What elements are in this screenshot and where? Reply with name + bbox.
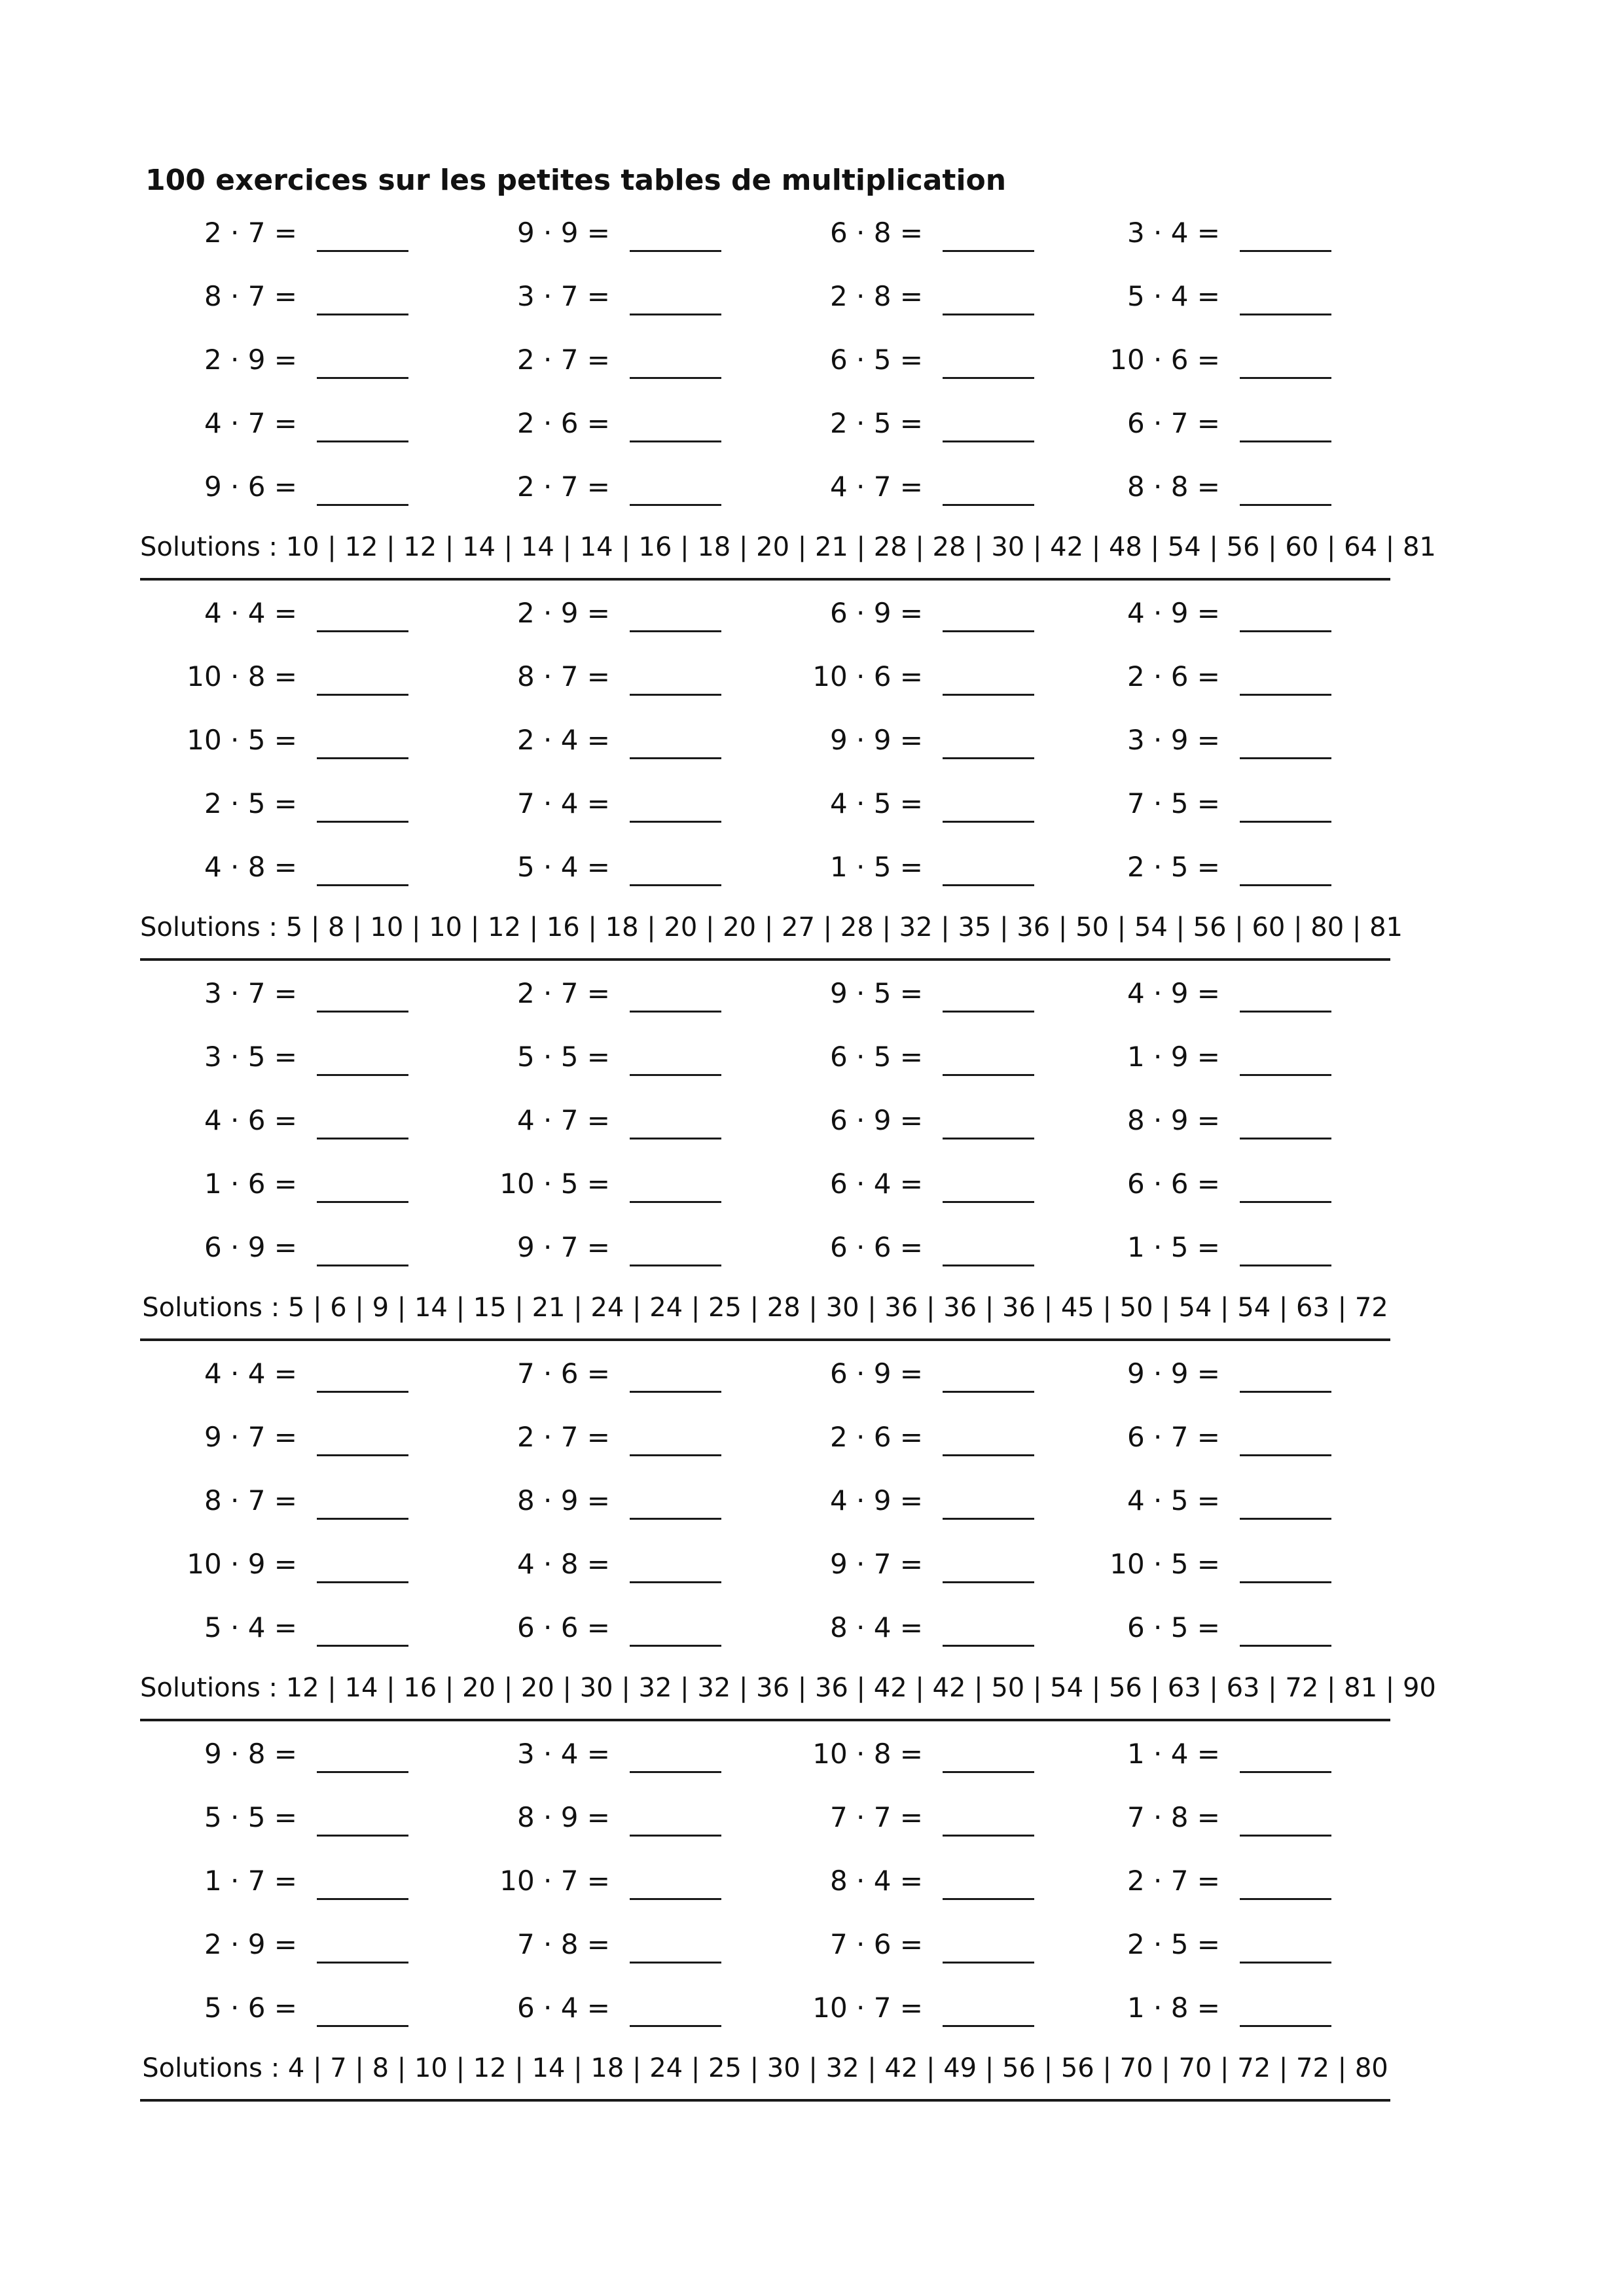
exercise-expression: 2 · 7 = [516,1421,610,1453]
exercise-expression: 7 · 6 = [516,1357,610,1390]
exercise-expression: 5 · 5 = [516,1041,610,1073]
answer-blank[interactable] [317,1518,408,1520]
answer-blank[interactable] [630,1962,721,1964]
exercise-expression: 7 · 8 = [516,1928,610,1960]
answer-blank[interactable] [1240,314,1331,315]
answer-blank[interactable] [317,250,408,252]
exercise-expression: 2 · 5 = [204,787,297,819]
exercise-expression: 6 · 6 = [516,1611,610,1643]
exercise-expression: 7 · 6 = [829,1928,923,1960]
exercise-expression: 4 · 9 = [1127,977,1220,1009]
exercise-row [140,1534,1390,1597]
block-divider [140,958,1390,961]
answer-blank[interactable] [943,504,1034,506]
exercise-row [140,266,1390,329]
answer-blank[interactable] [1240,1074,1331,1076]
solutions-line: Solutions : 10 | 12 | 12 | 14 | 14 | 14 | 16 | 18 | 20 | 21 | 28 | 28 | 30 | 42 | 48 | 54 | 56 | 60 | 64 | 81 [140,532,1436,562]
answer-blank[interactable] [943,1138,1034,1139]
answer-blank[interactable] [630,694,721,696]
answer-blank[interactable] [1240,1391,1331,1393]
answer-blank[interactable] [1240,630,1331,632]
exercise-row [140,1344,1390,1407]
exercise-row [140,1090,1390,1153]
exercise-expression: 6 · 7 = [1127,1421,1220,1453]
exercise-expression: 4 · 4 = [204,1357,297,1390]
exercise-expression: 3 · 4 = [516,1738,610,1770]
exercise-expression: 7 · 5 = [1127,787,1220,819]
answer-blank[interactable] [317,1835,408,1837]
answer-blank[interactable] [317,1011,408,1013]
answer-blank[interactable] [317,1454,408,1456]
exercise-row [140,1724,1390,1787]
exercise-expression: 9 · 7 = [204,1421,297,1453]
exercise-expression: 3 · 7 = [516,280,610,312]
answer-blank[interactable] [943,1201,1034,1203]
exercise-expression: 8 · 7 = [204,1484,297,1516]
answer-blank[interactable] [317,1201,408,1203]
answer-blank[interactable] [943,314,1034,315]
exercise-expression: 10 · 8 = [812,1738,923,1770]
exercise-expression: 6 · 9 = [829,597,923,629]
exercise-expression: 9 · 9 = [1127,1357,1220,1390]
answer-blank[interactable] [317,377,408,379]
answer-blank[interactable] [1240,884,1331,886]
exercise-block-4 [140,1344,1436,1723]
answer-blank[interactable] [943,1391,1034,1393]
exercise-block-5 [140,1724,1390,2104]
answer-blank[interactable] [317,1391,408,1393]
exercise-expression: 1 · 4 = [1127,1738,1220,1770]
answer-blank[interactable] [1240,1645,1331,1647]
answer-blank[interactable] [630,630,721,632]
solutions-line: Solutions : 5 | 6 | 9 | 14 | 15 | 21 | 24 | 24 | 25 | 28 | 30 | 36 | 36 | 36 | 45 | 50 | 54 | 54 | 63 | 72 [142,1293,1388,1323]
exercise-row [140,647,1390,709]
exercise-expression: 8 · 9 = [516,1484,610,1516]
exercise-expression: 2 · 7 = [516,471,610,503]
exercise-expression: 10 · 7 = [812,1992,923,2024]
exercise-row [140,1978,1390,2041]
exercise-expression: 2 · 6 = [1127,660,1220,692]
answer-blank[interactable] [317,1265,408,1266]
answer-blank[interactable] [630,1898,721,1900]
exercise-block-3 [140,963,1390,1343]
exercise-row [140,583,1390,646]
solutions-line: Solutions : 5 | 8 | 10 | 10 | 12 | 16 | 18 | 20 | 20 | 27 | 28 | 32 | 35 | 36 | 50 | 54 | 56 | 60 | 80 | 81 [140,912,1403,942]
exercise-expression: 9 · 7 = [829,1548,923,1580]
exercise-expression: 4 · 8 = [516,1548,610,1580]
exercise-expression: 8 · 9 = [1127,1104,1220,1136]
answer-blank[interactable] [317,1898,408,1900]
exercise-grid [140,963,1390,1284]
exercise-expression: 9 · 8 = [204,1738,297,1770]
exercise-expression: 6 · 7 = [1127,407,1220,439]
answer-blank[interactable] [630,1835,721,1837]
exercise-expression: 3 · 7 = [204,977,297,1009]
exercise-expression: 10 · 7 = [499,1865,610,1897]
exercise-expression: 7 · 7 = [829,1801,923,1833]
exercise-expression: 2 · 8 = [829,280,923,312]
exercise-row [140,774,1390,836]
answer-blank[interactable] [1240,440,1331,442]
answer-blank[interactable] [630,504,721,506]
exercise-expression: 10 · 5 = [187,724,297,756]
answer-blank[interactable] [630,1201,721,1203]
exercise-expression: 2 · 7 = [516,344,610,376]
answer-blank[interactable] [630,1771,721,1773]
exercise-grid [140,203,1390,524]
answer-blank[interactable] [1240,1581,1331,1583]
answer-blank[interactable] [943,1771,1034,1773]
exercise-row [140,393,1390,456]
answer-blank[interactable] [1240,1201,1331,1203]
exercise-expression: 1 · 9 = [1127,1041,1220,1073]
exercise-expression: 4 · 9 = [1127,597,1220,629]
exercise-expression: 10 · 8 = [187,660,297,692]
answer-blank[interactable] [317,1645,408,1647]
solutions-line: Solutions : 12 | 14 | 16 | 20 | 20 | 30 | 32 | 32 | 36 | 36 | 42 | 42 | 50 | 54 | 56 | 63 | 63 | 72 | 81 | 90 [140,1673,1436,1703]
answer-blank[interactable] [317,440,408,442]
answer-blank[interactable] [630,1645,721,1647]
exercise-expression: 4 · 5 = [1127,1484,1220,1516]
answer-blank[interactable] [630,1011,721,1013]
exercise-expression: 8 · 9 = [516,1801,610,1833]
answer-blank[interactable] [317,757,408,759]
answer-blank[interactable] [1240,250,1331,252]
exercise-expression: 9 · 9 = [516,217,610,249]
exercise-block-1 [140,203,1436,583]
answer-blank[interactable] [943,1835,1034,1837]
block-divider [140,1338,1390,1341]
answer-blank[interactable] [317,1138,408,1139]
exercise-row [140,203,1390,266]
exercise-row [140,1914,1390,1977]
exercise-row [140,1027,1390,1090]
page-title: 100 exercices sur les petites tables de multiplication [145,164,1007,197]
answer-blank[interactable] [1240,2025,1331,2027]
exercise-expression: 6 · 4 = [516,1992,610,2024]
answer-blank[interactable] [317,1962,408,1964]
solutions-line: Solutions : 4 | 7 | 8 | 10 | 12 | 14 | 18 | 24 | 25 | 30 | 32 | 42 | 49 | 56 | 56 | 70 | 70 | 72 | 72 | 80 [142,2053,1388,2083]
answer-blank[interactable] [943,630,1034,632]
answer-blank[interactable] [943,377,1034,379]
exercise-expression: 1 · 5 = [1127,1231,1220,1263]
answer-blank[interactable] [943,884,1034,886]
answer-blank[interactable] [943,440,1034,442]
exercise-expression: 9 · 6 = [204,471,297,503]
exercise-expression: 1 · 8 = [1127,1992,1220,2024]
answer-blank[interactable] [317,1074,408,1076]
answer-blank[interactable] [1240,1138,1331,1139]
answer-blank[interactable] [943,1962,1034,1964]
answer-blank[interactable] [630,884,721,886]
answer-blank[interactable] [630,377,721,379]
exercise-expression: 2 · 4 = [516,724,610,756]
answer-blank[interactable] [1240,1962,1331,1964]
exercise-expression: 3 · 4 = [1127,217,1220,249]
exercise-expression: 4 · 4 = [204,597,297,629]
exercise-expression: 6 · 4 = [829,1168,923,1200]
exercise-expression: 5 · 4 = [516,851,610,883]
exercise-expression: 2 · 6 = [516,407,610,439]
exercise-expression: 10 · 6 = [1110,344,1220,376]
exercise-expression: 4 · 7 = [516,1104,610,1136]
answer-blank[interactable] [943,1265,1034,1266]
exercise-expression: 7 · 4 = [516,787,610,819]
answer-blank[interactable] [317,2025,408,2027]
exercise-expression: 3 · 5 = [204,1041,297,1073]
answer-blank[interactable] [630,1518,721,1520]
exercise-expression: 9 · 5 = [829,977,923,1009]
answer-blank[interactable] [630,757,721,759]
exercise-expression: 6 · 6 = [829,1231,923,1263]
exercise-expression: 6 · 9 = [829,1104,923,1136]
exercise-row [140,1154,1390,1217]
exercise-expression: 6 · 9 = [829,1357,923,1390]
exercise-expression: 3 · 9 = [1127,724,1220,756]
exercise-expression: 2 · 5 = [1127,851,1220,883]
exercise-grid [140,1344,1390,1664]
answer-blank[interactable] [317,1771,408,1773]
exercise-row [140,1851,1390,1914]
exercise-expression: 2 · 5 = [1127,1928,1220,1960]
answer-blank[interactable] [943,250,1034,252]
answer-blank[interactable] [317,504,408,506]
answer-blank[interactable] [317,821,408,823]
exercise-expression: 4 · 6 = [204,1104,297,1136]
exercise-expression: 2 · 7 = [204,217,297,249]
answer-blank[interactable] [630,1074,721,1076]
answer-blank[interactable] [317,1581,408,1583]
answer-blank[interactable] [317,314,408,315]
answer-blank[interactable] [630,1138,721,1139]
exercise-expression: 9 · 7 = [516,1231,610,1263]
exercise-row [140,1407,1390,1470]
exercise-expression: 8 · 7 = [516,660,610,692]
exercise-expression: 6 · 9 = [204,1231,297,1263]
exercise-expression: 4 · 5 = [829,787,923,819]
exercise-expression: 2 · 7 = [1127,1865,1220,1897]
exercise-expression: 5 · 6 = [204,1992,297,2024]
answer-blank[interactable] [1240,757,1331,759]
exercise-expression: 2 · 9 = [516,597,610,629]
answer-blank[interactable] [1240,821,1331,823]
answer-blank[interactable] [630,2025,721,2027]
answer-blank[interactable] [1240,1835,1331,1837]
exercise-expression: 4 · 7 = [829,471,923,503]
exercise-expression: 8 · 8 = [1127,471,1220,503]
exercise-expression: 1 · 6 = [204,1168,297,1200]
block-divider [140,578,1390,581]
exercise-expression: 4 · 7 = [204,407,297,439]
answer-blank[interactable] [943,1898,1034,1900]
block-divider [140,2099,1390,2102]
answer-blank[interactable] [1240,504,1331,506]
exercise-block-2 [140,583,1403,963]
answer-blank[interactable] [943,821,1034,823]
exercise-row [140,710,1390,773]
answer-blank[interactable] [943,2025,1034,2027]
exercise-expression: 10 · 9 = [187,1548,297,1580]
exercise-expression: 1 · 7 = [204,1865,297,1897]
answer-blank[interactable] [943,1074,1034,1076]
exercise-expression: 5 · 4 = [204,1611,297,1643]
exercise-expression: 2 · 5 = [829,407,923,439]
exercise-expression: 5 · 4 = [1127,280,1220,312]
answer-blank[interactable] [630,440,721,442]
exercise-grid [140,1724,1390,2045]
exercise-expression: 8 · 4 = [829,1865,923,1897]
exercise-row [140,963,1390,1026]
exercise-expression: 10 · 5 = [499,1168,610,1200]
answer-blank[interactable] [943,757,1034,759]
answer-blank[interactable] [943,1454,1034,1456]
answer-blank[interactable] [630,1265,721,1266]
answer-blank[interactable] [1240,1454,1331,1456]
exercise-expression: 6 · 5 = [1127,1611,1220,1643]
exercise-expression: 6 · 6 = [1127,1168,1220,1200]
exercise-expression: 2 · 9 = [204,1928,297,1960]
exercise-row [140,1787,1390,1850]
answer-blank[interactable] [943,1518,1034,1520]
answer-blank[interactable] [1240,1771,1331,1773]
answer-blank[interactable] [630,1391,721,1393]
exercise-expression: 4 · 8 = [204,851,297,883]
exercise-expression: 4 · 9 = [829,1484,923,1516]
exercise-expression: 2 · 7 = [516,977,610,1009]
answer-blank[interactable] [1240,377,1331,379]
exercise-expression: 8 · 4 = [829,1611,923,1643]
answer-blank[interactable] [1240,1011,1331,1013]
answer-blank[interactable] [630,1454,721,1456]
exercise-row [140,1471,1390,1534]
exercise-expression: 10 · 6 = [812,660,923,692]
answer-blank[interactable] [943,1645,1034,1647]
exercise-row [140,1598,1390,1660]
answer-blank[interactable] [1240,1898,1331,1900]
exercise-row [140,457,1390,520]
answer-blank[interactable] [630,821,721,823]
answer-blank[interactable] [1240,694,1331,696]
exercise-expression: 9 · 9 = [829,724,923,756]
answer-blank[interactable] [943,1581,1034,1583]
answer-blank[interactable] [1240,1518,1331,1520]
exercise-row [140,837,1390,900]
answer-blank[interactable] [943,694,1034,696]
exercise-expression: 6 · 5 = [829,344,923,376]
exercise-expression: 6 · 5 = [829,1041,923,1073]
answer-blank[interactable] [630,1581,721,1583]
exercise-expression: 6 · 8 = [829,217,923,249]
block-divider [140,1719,1390,1721]
exercise-row [140,1217,1390,1280]
exercise-expression: 2 · 9 = [204,344,297,376]
exercise-expression: 5 · 5 = [204,1801,297,1833]
exercise-expression: 10 · 5 = [1110,1548,1220,1580]
answer-blank[interactable] [943,1011,1034,1013]
exercise-row [140,330,1390,393]
answer-blank[interactable] [630,250,721,252]
answer-blank[interactable] [630,314,721,315]
exercise-grid [140,583,1390,904]
exercise-expression: 8 · 7 = [204,280,297,312]
answer-blank[interactable] [1240,1265,1331,1266]
answer-blank[interactable] [317,884,408,886]
answer-blank[interactable] [317,694,408,696]
exercise-expression: 2 · 6 = [829,1421,923,1453]
exercise-expression: 7 · 8 = [1127,1801,1220,1833]
answer-blank[interactable] [317,630,408,632]
exercise-expression: 1 · 5 = [829,851,923,883]
